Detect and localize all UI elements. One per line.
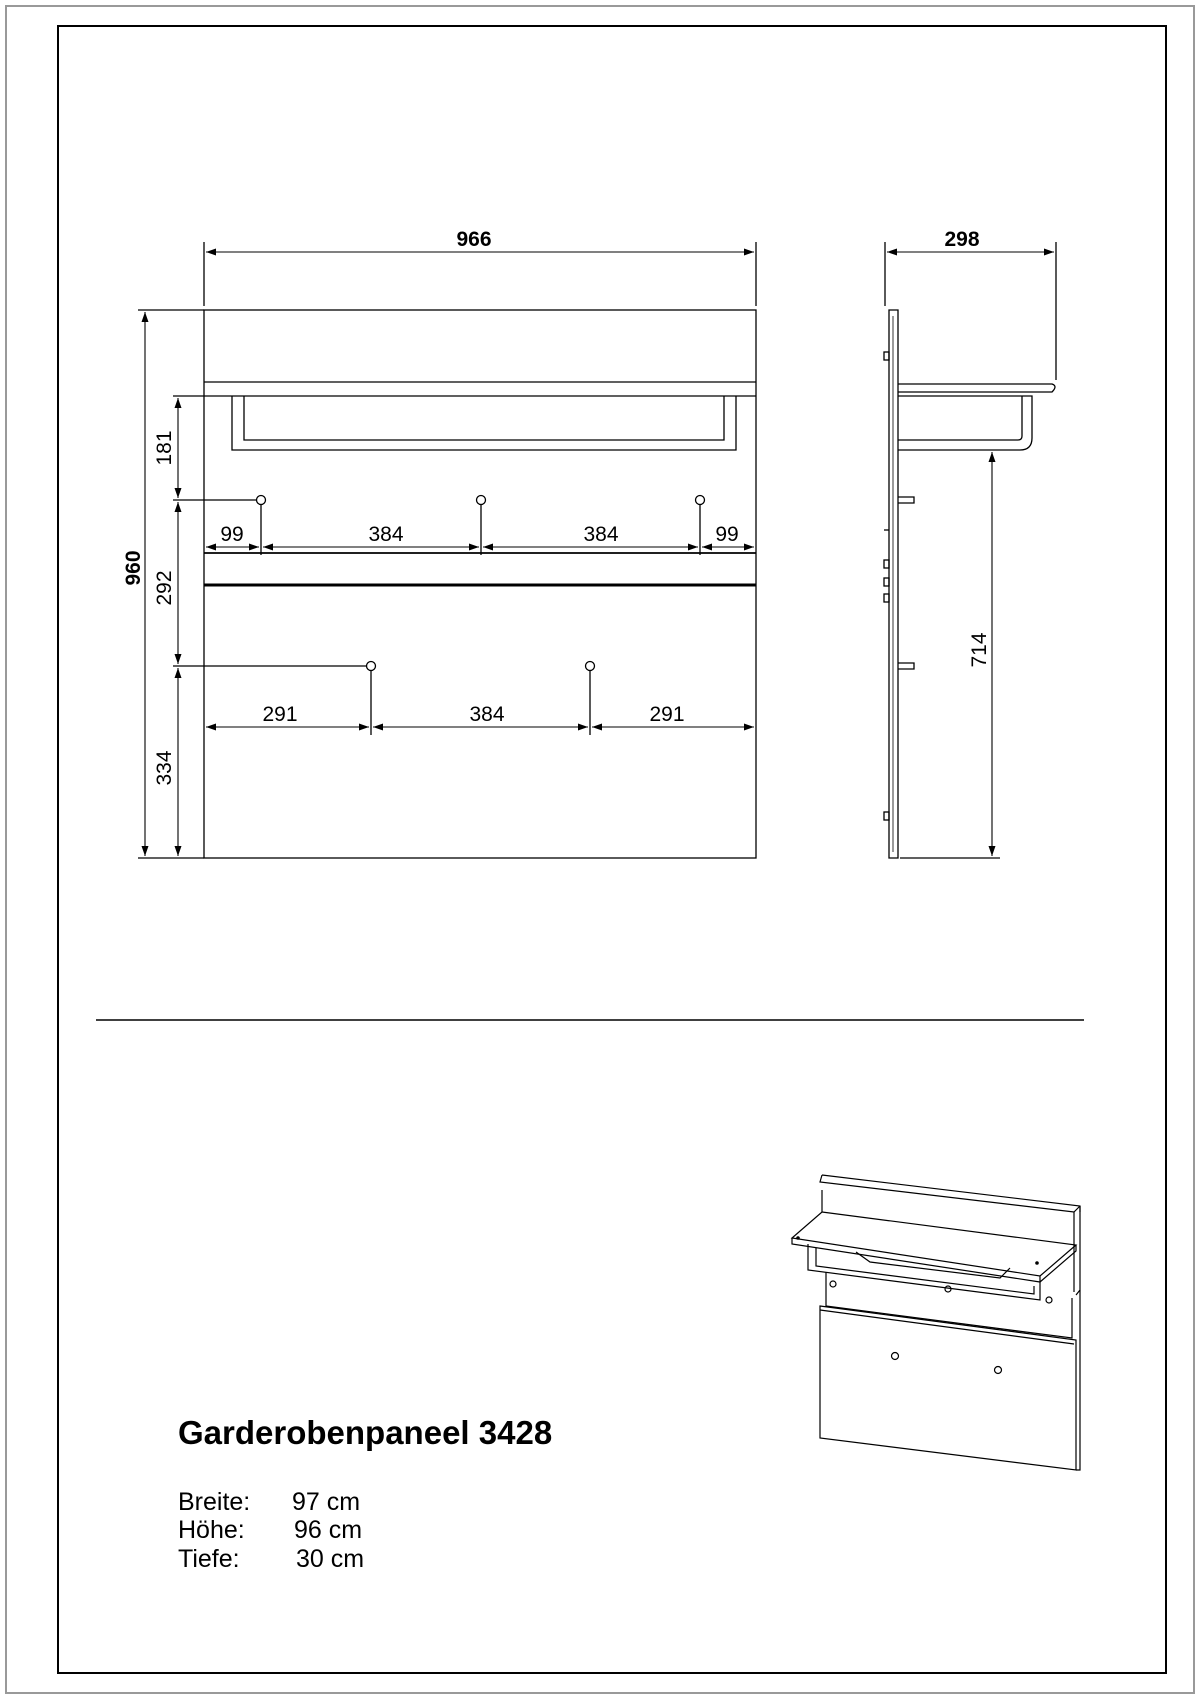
label-upper-384-left: 384 [368, 523, 404, 546]
label-upper-99-left: 99 [220, 523, 244, 546]
side-back-panel [889, 310, 898, 858]
label-lower-291-left: 291 [262, 703, 298, 726]
lower-hook-right [586, 662, 595, 671]
perspective-lower-panel [820, 1306, 1076, 1470]
spec-width-value: 97 cm [292, 1488, 361, 1516]
label-lower-384: 384 [469, 703, 505, 726]
upper-hook-center [477, 496, 486, 505]
label-292: 292 [153, 570, 176, 606]
side-hook-lower [898, 663, 914, 669]
front-view [138, 242, 756, 858]
perspective-view [792, 1175, 1080, 1470]
spec-depth-value: 30 cm [296, 1545, 365, 1573]
spec-height-label: Höhe: [178, 1516, 245, 1544]
spec-depth-label: Tiefe: [178, 1545, 240, 1573]
label-upper-384-right: 384 [583, 523, 619, 546]
side-hook-upper [898, 497, 914, 503]
label-181: 181 [153, 430, 176, 466]
label-overall-height: 960 [122, 550, 145, 586]
upper-hook-right [696, 496, 705, 505]
label-lower-291-right: 291 [649, 703, 685, 726]
side-view [884, 242, 1056, 858]
spec-width-label: Breite: [178, 1488, 251, 1516]
label-334: 334 [153, 750, 176, 786]
front-hanging-rail [232, 396, 736, 450]
lower-hook-left [367, 662, 376, 671]
spec-height-value: 96 cm [294, 1516, 363, 1544]
product-title: Garderobenpaneel 3428 [178, 1414, 553, 1451]
side-rail-bracket [898, 396, 1032, 450]
label-upper-99-right: 99 [715, 523, 739, 546]
perspective-shelf [792, 1212, 1076, 1276]
side-shelf [898, 384, 1055, 392]
label-overall-width: 966 [456, 228, 492, 251]
label-rail-height: 714 [968, 632, 991, 668]
label-depth: 298 [944, 228, 980, 251]
upper-hook-left [257, 496, 266, 505]
